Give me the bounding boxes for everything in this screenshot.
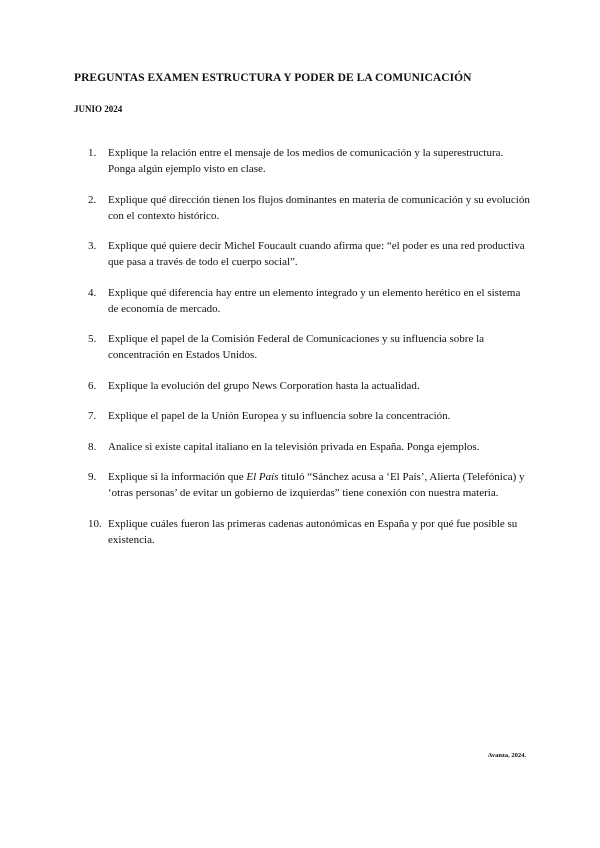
question-number: 10.: [88, 517, 102, 530]
question-text: Explique el papel de la Unión Europea y su influencia sobre la concentración.: [108, 410, 451, 422]
question-text-after: tituló “Sánchez acusa a ‘El País’, Alierta (Telefónica) y ‘otras personas’ de evitar un gobierno de izquierdas” tiene conexión con nuestra materia.: [108, 471, 525, 499]
question-item-5: [88, 331, 532, 363]
question-item-8: [88, 439, 532, 455]
question-text: Explique qué quiere decir Michel Foucault cuando afirma que: “el poder es una red productiva que pasa a través de todo el cuerpo social”.: [108, 240, 525, 268]
question-number: 5.: [88, 333, 97, 345]
question-number: 1.: [88, 147, 97, 159]
page-subtitle: JUNIO 2024: [74, 104, 123, 114]
question-text: Explique qué dirección tienen los flujos dominantes en materia de comunicación y su evolución con el contexto histórico.: [108, 193, 530, 222]
page-title: PREGUNTAS EXAMEN ESTRUCTURA Y PODER DE LA COMUNICACIÓN: [74, 72, 472, 84]
question-item-4: [88, 285, 532, 317]
question-text: Explique la evolución del grupo News Corporation hasta la actualidad.: [108, 379, 420, 392]
question-number: 2.: [88, 193, 97, 206]
question-list: [88, 145, 532, 562]
question-number: 4.: [88, 286, 97, 299]
question-number: 8.: [88, 440, 97, 453]
question-item-6: [88, 378, 532, 394]
question-text: Explique cuáles fueron las primeras cadenas autonómicas en España y por qué fue posible su existencia.: [108, 517, 518, 546]
question-text-before: Explique si la información que: [108, 471, 247, 483]
question-text: [108, 471, 525, 499]
question-item-10: [88, 516, 532, 548]
question-number: 7.: [88, 410, 97, 422]
question-item-7: [88, 408, 532, 424]
newspaper-title-italic: El País: [246, 471, 279, 483]
question-text: Explique qué diferencia hay entre un elemento integrado y un elemento herético en el sistema de economía de mercado.: [108, 286, 521, 315]
question-number: 6.: [88, 379, 97, 392]
question-item-9: [88, 469, 532, 501]
question-text: Explique la relación entre el mensaje de los medios de comunicación y la superestructura. Ponga algún ejemplo visto en clase.: [108, 147, 504, 175]
question-number: 3.: [88, 240, 97, 252]
question-number: 9.: [88, 471, 97, 483]
question-item-2: [88, 192, 532, 224]
question-text: Analice si existe capital italiano en la televisión privada en España. Ponga ejemplos.: [108, 440, 480, 453]
question-item-1: [88, 145, 532, 177]
question-text: Explique el papel de la Comisión Federal de Comunicaciones y su influencia sobre la concentración en Estados Unidos.: [108, 333, 485, 361]
footer-note: Avanza, 2024.: [487, 752, 526, 759]
question-item-3: [88, 238, 532, 270]
